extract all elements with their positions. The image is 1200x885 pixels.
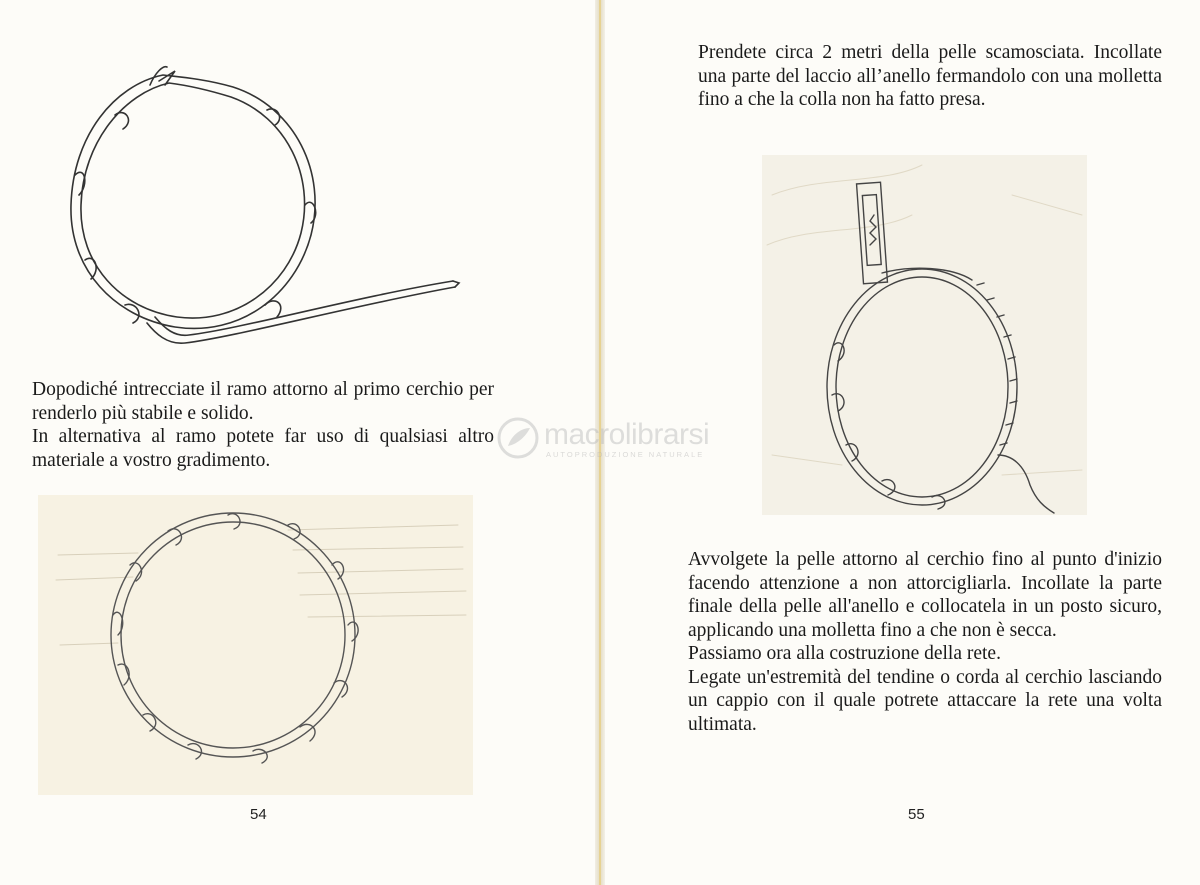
left-paragraph-line-2: In alternativa al ramo potete far uso di qualsiasi altro materiale a vostro gradimento. <box>32 426 494 471</box>
right-top-paragraph: Prendete circa 2 metri della pelle scamosciata. Incollate una parte del laccio all’anello fermandolo con una molletta fino a che la colla non ha fatto presa. <box>698 42 1162 110</box>
page-number: 55 <box>908 806 925 823</box>
right-bottom-paragraph <box>688 548 1162 736</box>
wrapped-ring-with-clip-illustration <box>762 155 1087 515</box>
braided-ring-illustration <box>38 495 473 795</box>
right-bottom-line-1: Avvolgete la pelle attorno al cerchio fino al punto d'inizio facendo attenzione a non attorcigliarla. Incollate la parte finale della pelle all'anello e collocatela in un posto sicuro, applicando una molletta fino a che non è secca. <box>688 549 1162 641</box>
branch-ring-illustration <box>55 55 475 375</box>
watermark-brand: macrolibrarsi <box>544 418 710 451</box>
right-bottom-line-2: Passiamo ora alla costruzione della rete. <box>688 643 1001 664</box>
right-page <box>604 0 1200 885</box>
left-page <box>0 0 596 885</box>
watermark-tagline: AUTOPRODUZIONE NATURALE <box>546 450 705 459</box>
right-bottom-line-3: Legate un'estremità del tendine o corda al cerchio lasciando un cappio con il quale potrete attaccare la rete una volta ultimata. <box>688 666 1162 735</box>
left-paragraph-line-1: Dopodiché intrecciate il ramo attorno al primo cerchio per renderlo più stabile e solido. <box>32 379 494 424</box>
page-number: 54 <box>250 806 267 823</box>
left-paragraph <box>32 378 494 472</box>
